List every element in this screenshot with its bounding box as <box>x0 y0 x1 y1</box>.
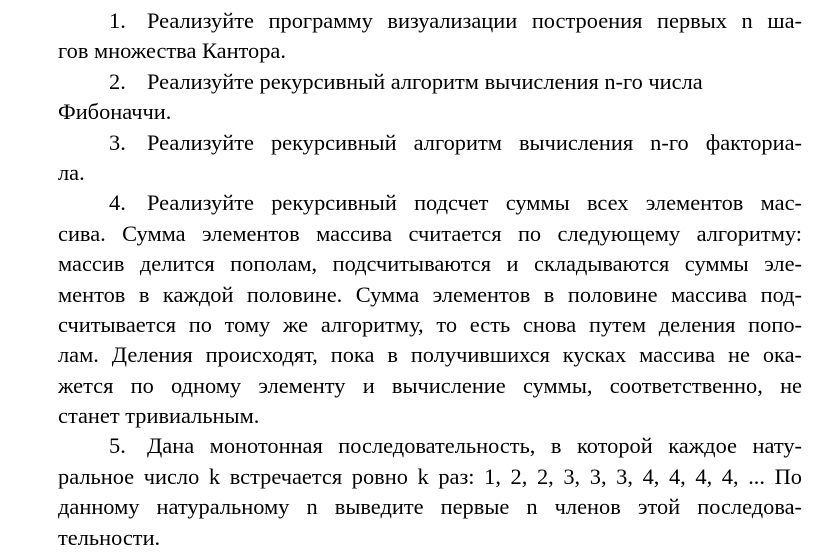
list-item-5-text-cont: тельности. <box>58 524 161 550</box>
list-item-3-text-cont: ла. <box>58 159 85 185</box>
list-item-4-number: 4. <box>109 190 126 216</box>
list-item-4-text-cont: сива. Сумма элементов массива считается по следующему алгоритму: <box>58 220 802 246</box>
list-item-1-number: 1. <box>109 8 126 33</box>
list-item-3-number: 3. <box>109 129 126 155</box>
list-item-4-line-3 <box>58 249 802 279</box>
list-item-4-line-4 <box>58 280 802 310</box>
list-item-5-number: 5. <box>109 433 126 459</box>
list-item-3-text: Реализуйте рекурсивный алгоритм вычисления n-го факториа- <box>147 129 802 155</box>
list-item-2-number: 2. <box>109 68 126 94</box>
list-item-4-text-cont: массив делится пополам, подсчитываются и складываются суммы эле- <box>58 251 802 277</box>
list-item-5-line-1 <box>58 431 802 461</box>
list-item-1-text-cont: гов множества Кантора. <box>58 38 286 64</box>
list-item-4-text-cont: считывается по тому же алгоритму, то есть снова путем деления попо- <box>58 311 802 337</box>
list-item-2-line-2 <box>58 97 802 127</box>
list-item-4-line-7 <box>58 371 802 401</box>
list-item-1-text: Реализуйте программу визуализации построения первых n ша- <box>147 8 802 33</box>
list-item-4-text-cont: лам. Деления происходят, пока в получившихся кусках массива не ока- <box>58 342 802 368</box>
list-item-5-text: Дана монотонная последовательность, в которой каждое нату- <box>147 433 802 459</box>
list-item-3-line-1 <box>58 128 802 158</box>
list-item-5-line-4 <box>58 523 802 553</box>
list-item-2-line-1 <box>58 67 802 97</box>
list-item-4-text-cont: станет тривиальным. <box>58 403 260 429</box>
list-item-4-line-8 <box>58 401 802 431</box>
list-item-4-line-6 <box>58 340 802 370</box>
list-item-5-text-cont: ральное число k встречается ровно k раз: 1, 2, 2, 3, 3, 3, 4, 4, 4, 4, ... По <box>58 463 802 489</box>
list-item-2-text-cont: Фибоначчи. <box>58 99 172 125</box>
list-item-4-line-2 <box>58 219 802 249</box>
list-item-4-text-cont: жется по одному элементу и вычисление суммы, соответственно, не <box>58 372 802 398</box>
list-item-4-line-1 <box>58 188 802 218</box>
list-item-5-line-2 <box>58 462 802 492</box>
list-item-2-text: Реализуйте рекурсивный алгоритм вычисления n-го числа <box>147 68 703 94</box>
list-item-5-line-3 <box>58 492 802 522</box>
list-item-1-line-1 <box>58 6 802 36</box>
list-item-4-text: Реализуйте рекурсивный подсчет суммы всех элементов мас- <box>147 190 802 216</box>
list-item-3-line-2 <box>58 158 802 188</box>
list-item-1-line-2 <box>58 36 802 66</box>
list-item-4-text-cont: ментов в каждой половине. Сумма элементов в половине массива под- <box>58 281 802 307</box>
list-item-5-text-cont: данному натуральному n выведите первые n членов этой последова- <box>58 494 802 520</box>
document-page <box>58 6 802 553</box>
list-item-4-line-5 <box>58 310 802 340</box>
